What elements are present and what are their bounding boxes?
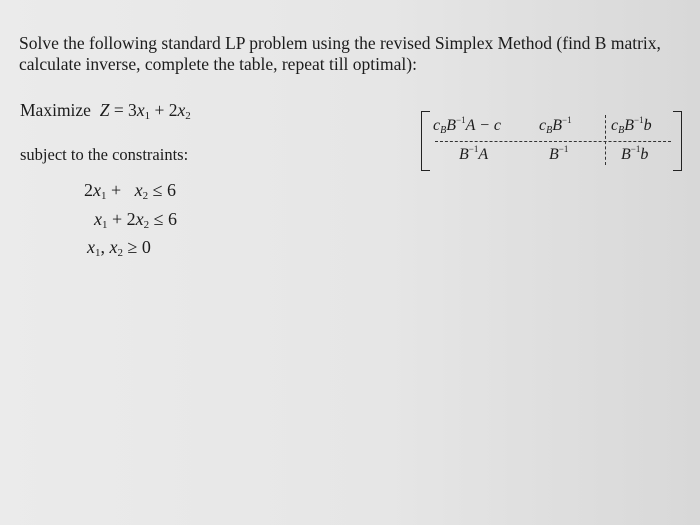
tableau-bottom-mid: $B^{-1}$ [549,144,569,163]
revised-simplex-tableau [421,111,682,169]
constraint-1: $2x_1 + x_2 \le 6$ [84,180,177,202]
tableau-bottom-left: $B^{-1}A$ [459,144,489,163]
question-text: Solve the following standard LP problem using the revised Simplex Method (find B matrix, calculate inverse, complete the table, repeat till optimal): [19,33,661,74]
tableau-vertical-divider [605,115,606,165]
objective-expression: $Z = 3x_1 + 2x_2$ [95,100,191,122]
tableau-bottom-right: $B^{-1}b$ [621,144,649,163]
objective-label: Maximize [20,100,91,120]
objective-function [20,100,191,122]
tableau-horizontal-divider [435,141,671,142]
constraint-nonnegativity: $x_1$, $x_2 \ge 0$ [87,237,151,259]
right-bracket [673,111,682,171]
tableau-top-left: $c_BB^{-1}A - c$ [433,115,501,136]
constraint-2: $x_1 + 2x_2 \le 6$ [94,209,178,231]
left-bracket [421,111,430,171]
tableau-top-mid: $c_BB^{-1}$ [539,115,572,136]
constraints-label: subject to the constraints: [20,145,189,164]
tableau-top-right: $c_BB^{-1}b$ [611,115,652,136]
